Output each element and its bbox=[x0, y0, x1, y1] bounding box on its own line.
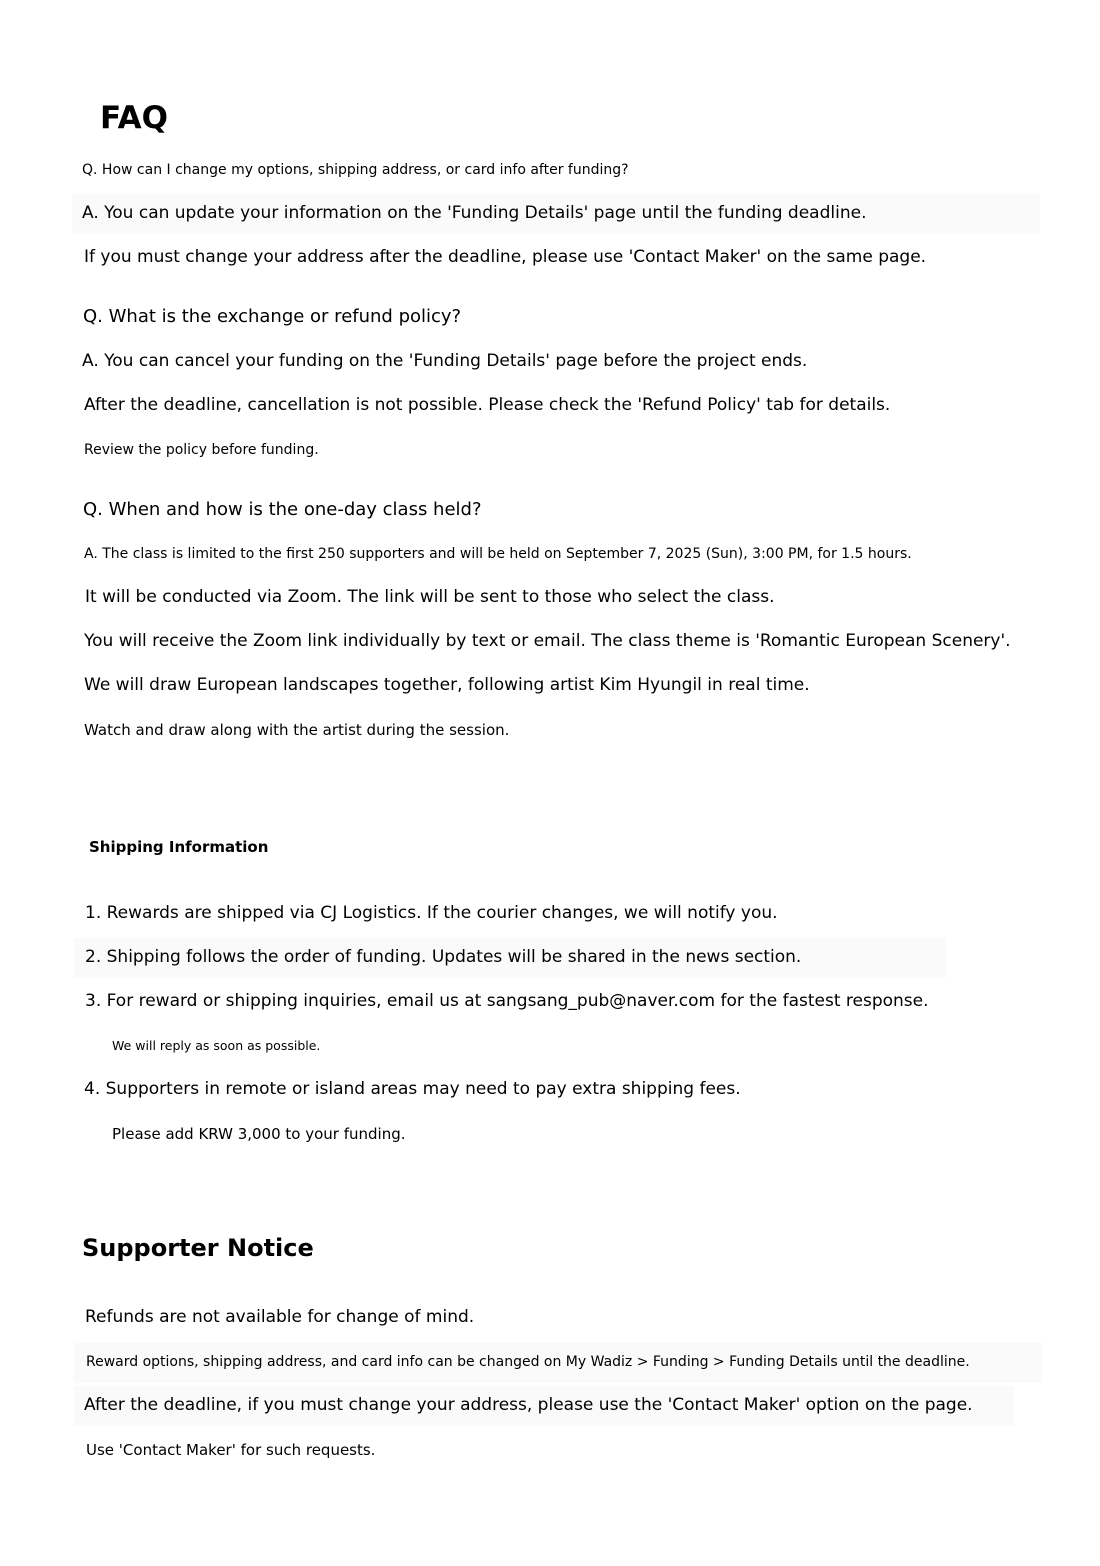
faq-question-3: Q. When and how is the one-day class held? bbox=[83, 499, 482, 520]
faq-question-2: Q. What is the exchange or refund policy? bbox=[83, 306, 462, 327]
faq-title: FAQ bbox=[100, 100, 168, 136]
shipping-item-4: 4. Supporters in remote or island areas may need to pay extra shipping fees. bbox=[84, 1079, 741, 1099]
notice-item-4: Use 'Contact Maker' for such requests. bbox=[86, 1441, 376, 1459]
shipping-item-1: 1. Rewards are shipped via CJ Logistics. If the courier changes, we will notify you. bbox=[85, 903, 778, 923]
shipping-item-3: 3. For reward or shipping inquiries, email us at sangsang_pub@naver.com for the fastest response. bbox=[85, 991, 929, 1011]
faq-answer-3-line-3: You will receive the Zoom link individually by text or email. The class theme is 'Romantic European Scenery'. bbox=[84, 631, 1011, 651]
supporter-notice-title: Supporter Notice bbox=[82, 1234, 314, 1262]
faq-answer-1-line-2: If you must change your address after the deadline, please use 'Contact Maker' on the same page. bbox=[84, 247, 927, 267]
notice-item-2: Reward options, shipping address, and card info can be changed on My Wadiz > Funding > Funding Details until the deadline. bbox=[86, 1354, 970, 1370]
faq-question-1: Q. How can I change my options, shipping address, or card info after funding? bbox=[82, 162, 629, 178]
faq-answer-2-line-1: A. You can cancel your funding on the 'Funding Details' page before the project ends. bbox=[82, 351, 808, 371]
faq-answer-3-line-1: A. The class is limited to the first 250 supporters and will be held on September 7, 2025 (Sun), 3:00 PM, for 1.5 hours. bbox=[84, 546, 912, 562]
faq-answer-3-line-2: It will be conducted via Zoom. The link will be sent to those who select the class. bbox=[85, 587, 775, 607]
notice-item-1: Refunds are not available for change of mind. bbox=[85, 1307, 475, 1327]
faq-answer-2-line-3: Review the policy before funding. bbox=[84, 442, 319, 458]
shipping-item-2: 2. Shipping follows the order of funding. Updates will be shared in the news section. bbox=[85, 947, 802, 967]
shipping-item-4-note: Please add KRW 3,000 to your funding. bbox=[112, 1125, 406, 1143]
shipping-item-3-note: We will reply as soon as possible. bbox=[112, 1038, 321, 1053]
faq-answer-1-line-1: A. You can update your information on the 'Funding Details' page until the funding deadline. bbox=[82, 203, 867, 223]
faq-answer-2-line-2: After the deadline, cancellation is not possible. Please check the 'Refund Policy' tab for details. bbox=[84, 395, 891, 415]
faq-answer-3-line-5: Watch and draw along with the artist during the session. bbox=[84, 721, 510, 739]
faq-answer-3-line-4: We will draw European landscapes together, following artist Kim Hyungil in real time. bbox=[84, 675, 810, 695]
shipping-title: Shipping Information bbox=[89, 838, 269, 856]
notice-item-3: After the deadline, if you must change your address, please use the 'Contact Maker' option on the page. bbox=[84, 1395, 973, 1415]
